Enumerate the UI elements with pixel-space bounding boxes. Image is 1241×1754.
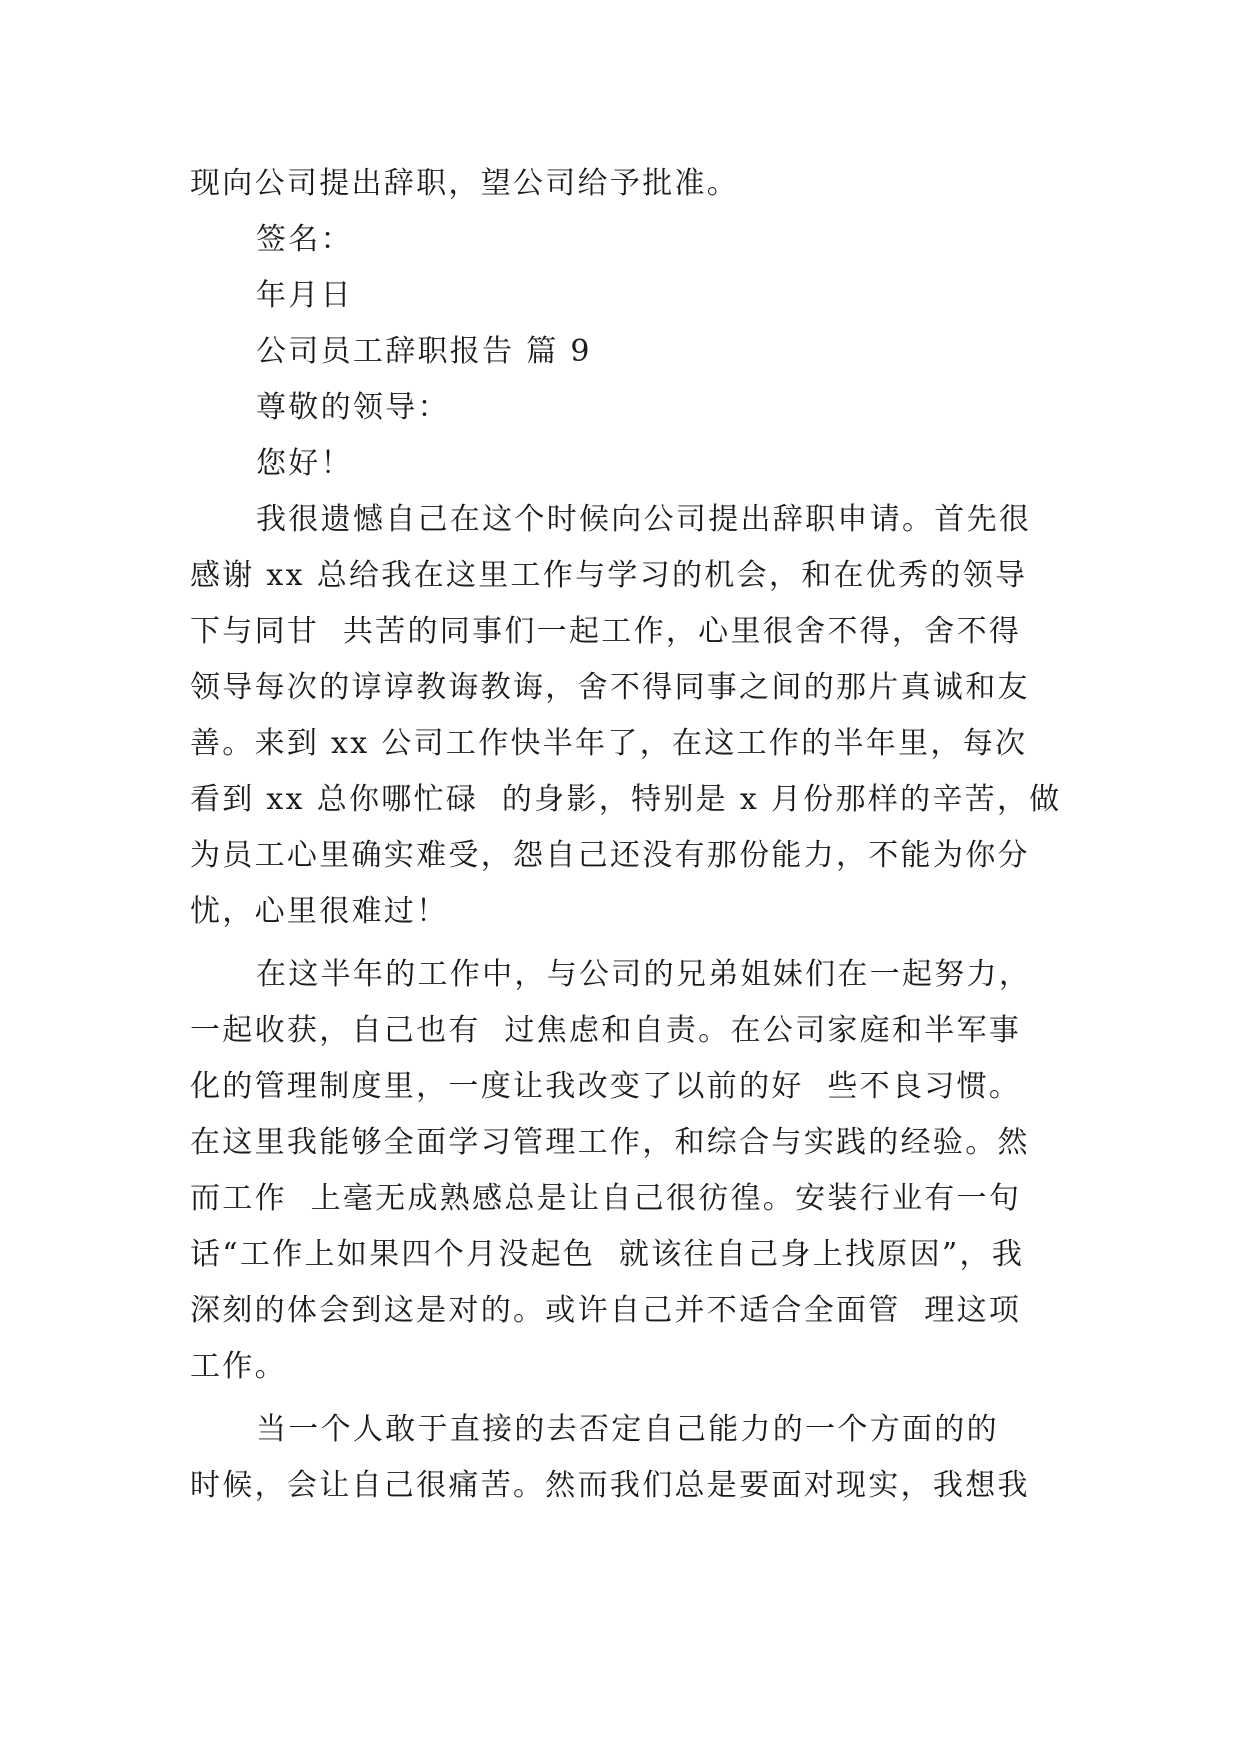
date-line: 年月日 (256, 278, 353, 313)
text-line: 在这里我能够全面学习管理工作，和综合与实践的经验。然 (190, 1125, 1030, 1160)
text-line: 我很遗憾自己在这个时候向公司提出辞职申请。首先很 (256, 502, 1032, 537)
text-line: 感谢 xx 总给我在这里工作与学习的机会，和在优秀的领导 (190, 558, 1028, 593)
text-line: 化的管理制度里，一度让我改变了以前的好 些不良习惯。 (190, 1069, 1022, 1104)
document-body (190, 156, 1062, 1514)
text-line: 而工作 上毫无成熟感总是让自己很彷徨。安装行业有一句 (190, 1181, 1022, 1216)
text-line: 为员工心里确实难受，怨自己还没有那份能力，不能为你分 (190, 838, 1030, 873)
text-line: 工作。 (190, 1349, 287, 1384)
text-line: 领导每次的谆谆教诲教诲，舍不得同事之间的那片真诚和友 (190, 670, 1030, 705)
salutation: 尊敬的领导： (256, 390, 450, 425)
text-line: 时候，会让自己很痛苦。然而我们总是要面对现实，我想我 (190, 1468, 1030, 1503)
text-line: 下与同甘 共苦的同事们一起工作，心里很舍不得，舍不得 (190, 614, 1022, 649)
text-line: 忧，心里很难过！ (190, 894, 449, 929)
text-line: 看到 xx 总你哪忙碌 的身影，特别是 x 月份那样的辛苦，做 (190, 782, 1062, 817)
signature-line: 签名： (256, 222, 353, 257)
text-line: 在这半年的工作中，与公司的兄弟姐妹们在一起努力， (256, 957, 1032, 992)
text-line: 现向公司提出辞职，望公司给予批准。 (190, 166, 740, 201)
text-line: 一起收获，自己也有 过焦虑和自责。在公司家庭和半军事 (190, 1013, 1022, 1048)
greeting: 您好！ (256, 446, 353, 481)
section-title: 公司员工辞职报告 篇 9 (256, 334, 592, 369)
text-line: 当一个人敢于直接的去否定自己能力的一个方面的的 (256, 1412, 999, 1447)
text-line: 善。来到 xx 公司工作快半年了，在这工作的半年里，每次 (190, 726, 1028, 761)
text-line: 话“工作上如果四个月没起色 就该往自己身上找原因”，我 (190, 1237, 1025, 1272)
text-line: 深刻的体会到这是对的。或许自己并不适合全面管 理这项 (190, 1293, 1022, 1328)
